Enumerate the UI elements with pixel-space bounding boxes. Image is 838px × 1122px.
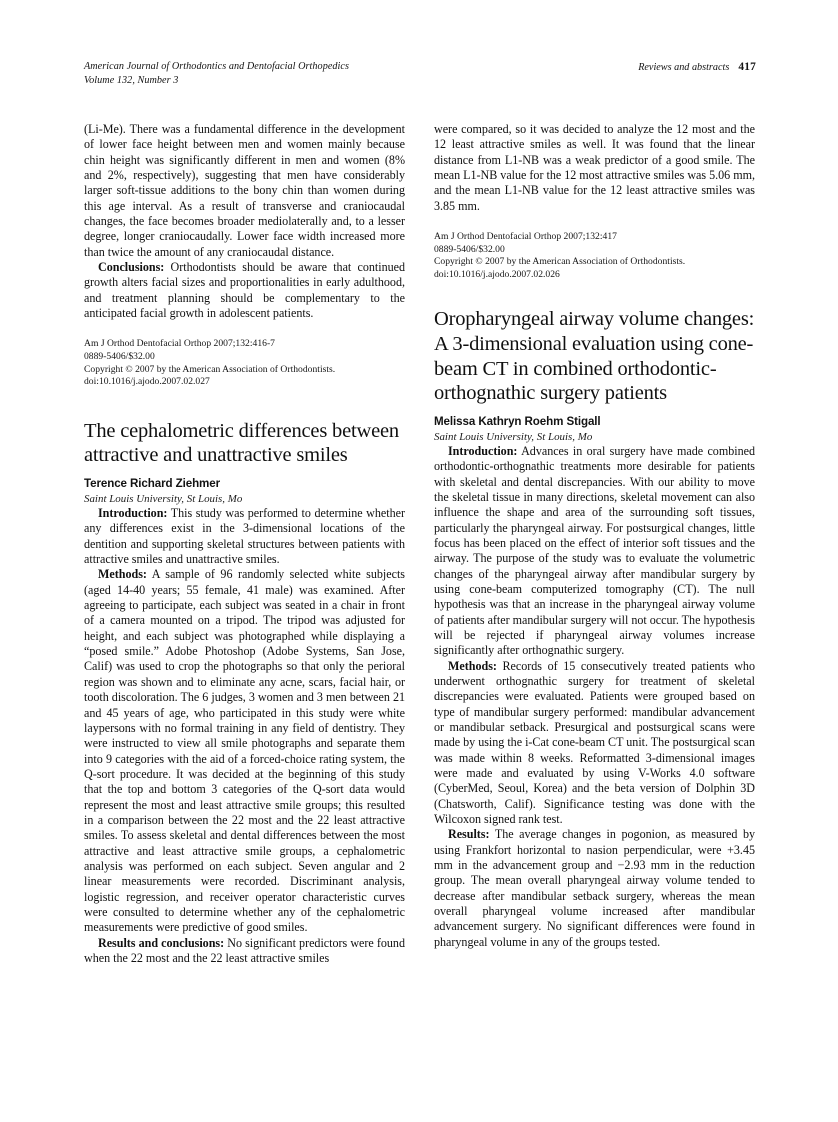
- running-head-section: [638, 60, 756, 75]
- right-article-affiliation: Saint Louis University, St Louis, Mo: [434, 430, 593, 443]
- journal-volume: Volume 132, Number 3: [84, 75, 179, 87]
- citation-source: Am J Orthod Dentofacial Orthop 2007;132:417: [434, 231, 617, 243]
- right-results-paragraph: [434, 827, 755, 950]
- methods-text: A sample of 96 randomly selected white subjects (aged 14-40 years; 55 female, 41 male) was examined. After agreeing to participate, each subject was seated in a chair in front of a camera mounted on a tripod. The tripod was adjusted for height, and each subject was photographed while displaying a “posed smile.” Adobe Photoshop (Adobe Systems, San Jose, Calif) was used to crop the photographs so that only the perioral region was shown and to eliminate any acne, scars, facial hair, or tooth discoloration. The 6 judges, 3 women and 3 men between 21 and 45 years of age, who participated in this study were white laypersons with no formal training in any field of dentistry. They were instructed to view all smile photographs and separate them into 9 categories with the aid of a forced-choice rating system, the Q-sort procedure. It was decided at the beginning of this study that the top and bottom 3 categories of the Q-sort data would represent the most and least attractive smile groups; this resulted in a comparison between the 22 most and the 22 least attractive smiles. To assess skeletal and dental differences between the most attractive and least attractive smile groups, a cephalometric analysis was performed on each subject. Seven angular and 2 linear measurements were recorded. Discriminant analysis, logistic regression, and receiver operator characteristic curves were consulted to determine whether any of the cephalometric measurements were predictive of good smiles.: [84, 567, 405, 935]
- methods-text: Records of 15 consecutively treated patients who underwent orthognathic surgery for treatment of skeletal discrepancies were evaluated. Patients were grouped based on type of mandibular surgery performed: mandibular advancement or mandibular setback. Presurgical and postsurgical scans were made by using the i-Cat cone-beam CT unit. The postsurgical scan was made within 8 weeks. Reformatted 3-dimensional images were made and evaluated by using V-Works 4.0 software (CyberMed, Seoul, Korea) and the beta version of Dolphin 3D (Chatsworth, Calif). Significance testing was done with the Wilcoxon signed rank test.: [434, 658, 755, 827]
- section-label: Reviews and abstracts: [638, 62, 730, 73]
- citation-doi: doi:10.1016/j.ajodo.2007.02.027: [84, 376, 210, 388]
- citation-issn: 0889-5406/$32.00: [434, 243, 505, 255]
- results-label: Results:: [448, 827, 490, 842]
- results-label: Results and conclusions:: [98, 935, 225, 950]
- citation-issn: 0889-5406/$32.00: [84, 351, 155, 363]
- introduction-text: This study was performed to determine whether any differences exist in the 3-dimensional locations of the dentition and supporting skeletal structures between patients with attractive smiles and unattractive smiles.: [84, 506, 405, 567]
- right-continued-paragraph: were compared, so it was decided to analyze the 12 most and the 12 least attractive smiles as well. It was found that the linear distance from L1-NB was a weak predictor of a good smile. The mean L1-NB value for the 12 most attractive smiles was 5.06 mm, and the mean L1-NB value for the 12 least attractive smiles was 3.85 mm.: [434, 122, 755, 213]
- journal-name: American Journal of Orthodontics and Dentofacial Orthopedics: [84, 61, 350, 72]
- right-introduction-paragraph: [434, 444, 755, 659]
- right-methods-paragraph: [434, 659, 755, 828]
- introduction-label: Introduction:: [448, 443, 518, 458]
- citation-copyright: Copyright © 2007 by the American Association of Orthodontists.: [84, 363, 336, 375]
- left-results-paragraph: [84, 936, 405, 967]
- conclusions-text: Orthodontists should be aware that continued growth alters facial sizes and proportionalities in early adulthood, and treatment planning should be complementary to the anticipated facial growth in adolescent patients.: [84, 260, 405, 321]
- right-citation-block: [434, 231, 755, 281]
- page-number: 417: [738, 61, 756, 73]
- left-article-affiliation: Saint Louis University, St Louis, Mo: [84, 493, 243, 506]
- right-article-author: Melissa Kathryn Roehm Stigall: [434, 414, 601, 428]
- left-methods-paragraph: [84, 567, 405, 935]
- conclusions-label: Conclusions:: [98, 260, 165, 275]
- left-article-title: The cephalometric differences between attractive and unattractive smiles: [84, 419, 399, 467]
- running-head: [84, 60, 756, 88]
- citation-doi: doi:10.1016/j.ajodo.2007.02.026: [434, 268, 560, 280]
- left-conclusions-paragraph: [84, 260, 405, 321]
- right-column: [434, 122, 755, 966]
- left-continued-paragraph: (Li-Me). There was a fundamental difference in the development of lower face height between men and women mainly because chin height was significantly different in men and women (8% and 2%, respectively), suggesting that men have considerably larger soft-tissue additions to the bony chin than women during this age interval. As a result of transverse and craniocaudal changes, the face becomes broader mediolaterally and, to a lesser degree, longer craniocaudally. Lower face width increased more than twice the amount of any craniocaudal distance.: [84, 122, 405, 259]
- running-head-journal: [84, 60, 349, 88]
- results-text: The average changes in pogonion, as measured by using Frankfort horizontal to nasion perpendicular, were +3.45 mm in the advancement group and −2.93 mm in the reduction group. The mean overall pharyngeal airway volume tended to decrease after mandibular setback surgery, whereas the mean overall pharyngeal volume increased after mandibular advancement surgery. No significant differences were found in pharyngeal volume in any of the groups tested.: [434, 827, 755, 949]
- left-citation-block: [84, 338, 405, 388]
- right-article-title: Oropharyngeal airway volume changes: A 3-dimensional evaluation using cone-beam CT in combined orthodontic-orthognathic surgery patients: [434, 308, 755, 405]
- introduction-label: Introduction:: [98, 506, 168, 521]
- citation-source: Am J Orthod Dentofacial Orthop 2007;132:416-7: [84, 338, 275, 350]
- methods-label: Methods:: [98, 567, 147, 582]
- left-article-author: Terence Richard Ziehmer: [84, 477, 221, 491]
- left-column: [84, 122, 405, 966]
- left-introduction-paragraph: [84, 506, 405, 567]
- citation-copyright: Copyright © 2007 by the American Association of Orthodontists.: [434, 256, 686, 268]
- results-text: No significant predictors were found when the 22 most and the 22 least attractive smiles: [84, 935, 405, 965]
- two-column-body: [84, 122, 756, 966]
- introduction-text: Advances in oral surgery have made combined orthodontic-orthognathic treatments more desirable for patients with skeletal and dental discrepancies. With our ability to move the skeletal tissue in many directions, skeletal movement can also influence the shape and area of the surrounding soft tissues, particularly the pharyngeal airway. For postsurgical changes, little focus has been placed on the effect of interior soft tissues and the airway. The purpose of the study was to evaluate the volumetric changes of the pharyngeal airway after mandibular surgery by using cone-beam computerized tomography (CT). The null hypothesis was that an increase in the pharyngeal airway volume of patients after mandibular surgery will not occur. The hypothesis will be rejected if pharyngeal airway volumes increase significantly after orthognathic surgery.: [434, 443, 755, 658]
- methods-label: Methods:: [448, 658, 497, 673]
